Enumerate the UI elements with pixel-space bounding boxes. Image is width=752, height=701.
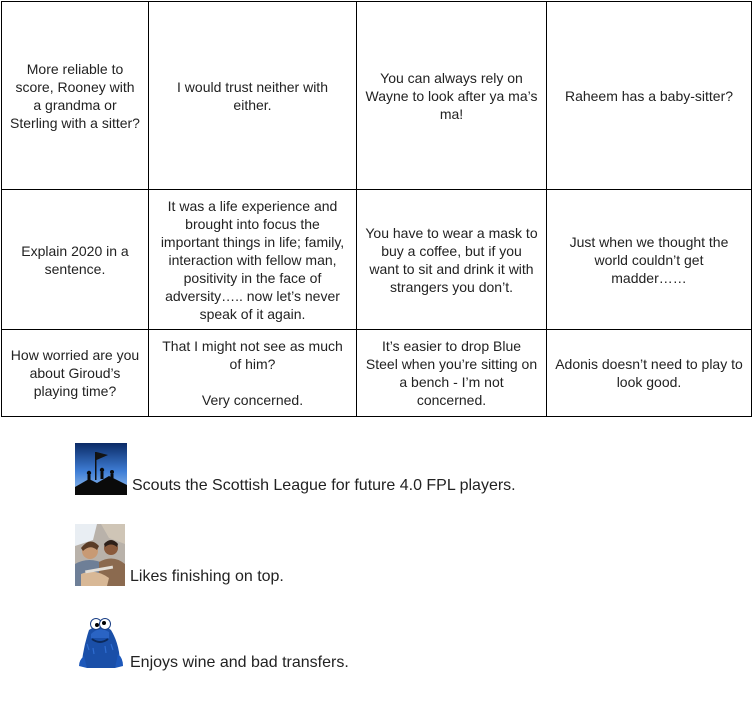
question-cell: More reliable to score, Rooney with a grandma or Sterling with a sitter? xyxy=(2,2,149,190)
profile-caption: Enjoys wine and bad transfers. xyxy=(130,654,349,671)
answer-cell: That I might not see as much of him? Very concerned. xyxy=(149,330,357,417)
profile-item xyxy=(75,524,284,586)
flag-silhouette-icon xyxy=(75,443,127,495)
profile-caption: Scouts the Scottish League for future 4.0 FPL players. xyxy=(132,477,516,494)
cookie-monster-icon xyxy=(75,614,125,672)
qa-table xyxy=(1,1,752,417)
answer-cell: Adonis doesn’t need to play to look good. xyxy=(547,330,752,417)
profile-caption: Likes finishing on top. xyxy=(130,568,284,585)
answer-cell: It was a life experience and brought into focus the important things in life; family, interaction with fellow man, positivity in the face of adversity….. now let’s never speak of it again. xyxy=(149,190,357,330)
answer-cell: Raheem has a baby-sitter? xyxy=(547,2,752,190)
question-cell: Explain 2020 in a sentence. xyxy=(2,190,149,330)
table-row xyxy=(2,2,752,190)
answer-cell: I would trust neither with either. xyxy=(149,2,357,190)
answer-cell: Just when we thought the world couldn’t get madder…… xyxy=(547,190,752,330)
profile-item xyxy=(75,614,349,672)
profile-item xyxy=(75,443,516,495)
question-cell: How worried are you about Giroud’s playing time? xyxy=(2,330,149,417)
table-row xyxy=(2,330,752,417)
answer-cell: You can always rely on Wayne to look after ya ma’s ma! xyxy=(357,2,547,190)
answer-cell: You have to wear a mask to buy a coffee, but if you want to sit and drink it with strangers you don’t. xyxy=(357,190,547,330)
people-photo-icon xyxy=(75,524,125,586)
table-row xyxy=(2,190,752,330)
answer-cell: It’s easier to drop Blue Steel when you’re sitting on a bench - I’m not concerned. xyxy=(357,330,547,417)
